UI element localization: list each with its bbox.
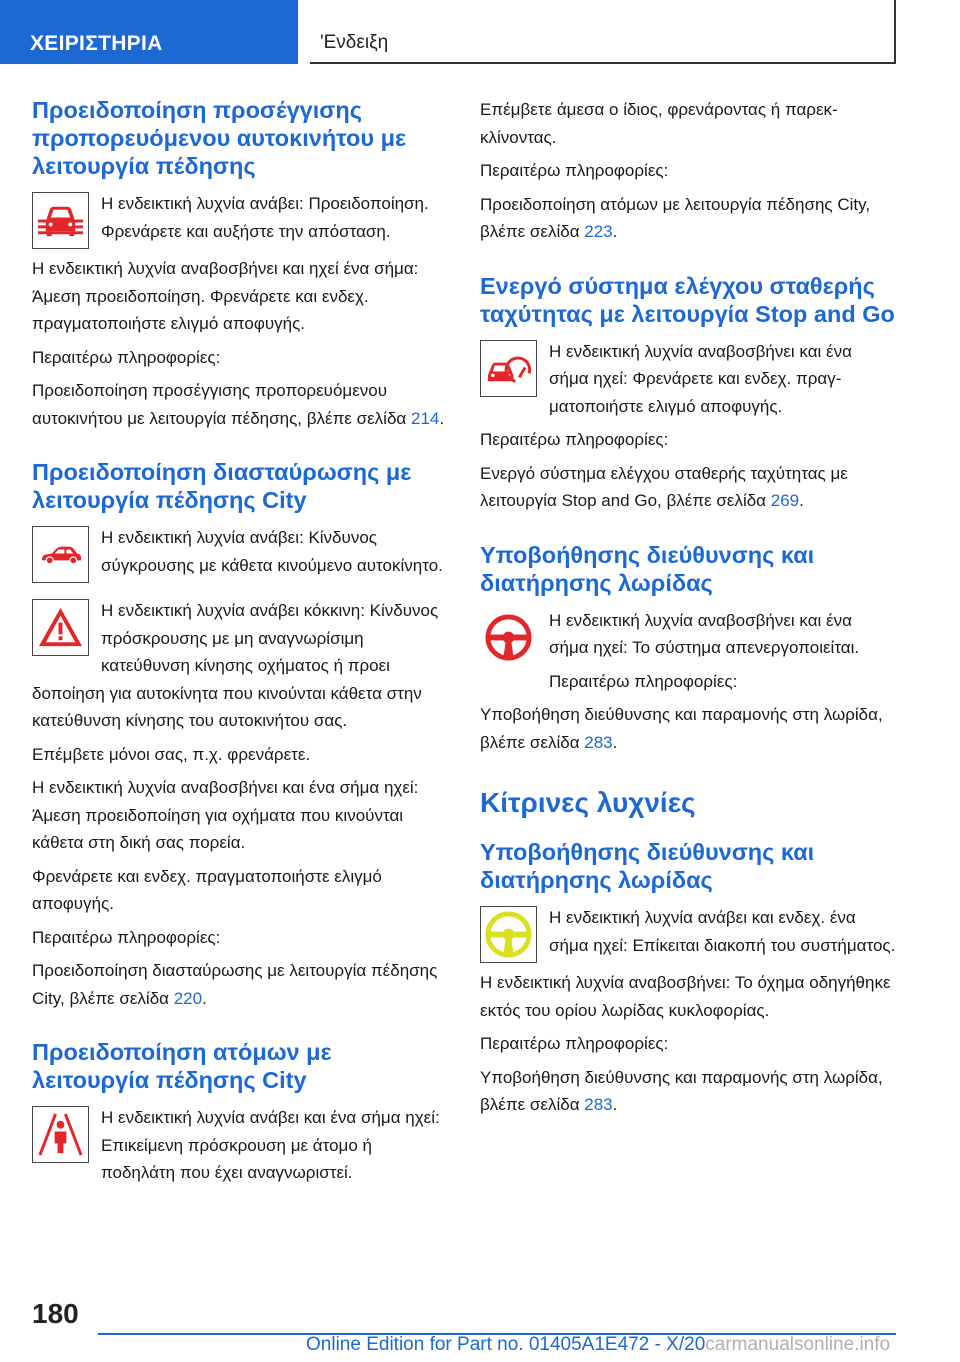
paragraph [480,460,896,515]
left-column [32,96,448,1193]
car-side-warning-icon [32,526,89,583]
paragraph: Επέμβετε άμεσα ο ίδιος, φρενάροντας ή παρεκκλίνοντας. [480,100,838,147]
indicator-text: Η ενδεικτική λυχνία ανάβει και ενδεχ. ένα σήμα ηχεί: Επίκειται διακοπή του συστήματος. [549,908,896,955]
indicator-row [32,597,448,680]
indicator-text: Η ενδεικτική λυχνία αναβοσβήνει και ένα σήμα ηχεί: Το σύστημα απενεργοποιείται. [549,610,860,657]
indicator-text: Η ενδεικτική λυχνία ανάβει: Προειδοποίηση. Φρενάρετε και αυξήστε την απόσταση. [101,194,429,241]
paragraph-text: Προειδοποίηση ατόμων με λειτουργία πέδησης City, βλέπε σελίδα [480,194,871,241]
indicator-text: Η ενδεικτική λυχνία ανάβει κόκκινη: Κίνδυνος πρόσκρουσης με μη αναγνωρίσιμη κατεύθυνση κίνησης οχήματος ή προει [101,601,439,675]
indicator-row [480,338,896,421]
section-active-cruise-control [480,272,896,515]
indicator-row [480,904,896,963]
paragraph: δοποίηση για αυτοκίνητα που κινούνται κάθετα στην κατεύθυνση κίνησης του αυτοκινήτου σας. [32,683,422,730]
section-tab [0,0,298,64]
indicator-row [480,607,896,696]
paragraph-text: Προειδοποίηση προσέγγισης προπορευόμενου αυτοκινήτου με λειτουργία πέδησης, βλέπε σελίδα [32,381,411,428]
section-title: ΧΕΙΡΙΣΤΗΡΙΑ [30,32,163,55]
section-heading: Υποβοήθησης διεύθυνσης και διατήρησης λωρίδας [480,541,815,596]
paragraph: Περαιτέρω πληροφορίες: [480,161,669,180]
paragraph-text: Ενεργό σύστημα ελέγχου σταθερής ταχύτητας με λειτουργία Stop and Go, βλέπε σελίδα [480,463,848,510]
paragraph-end: . [612,1095,618,1114]
indicator-text: Η ενδεικτική λυχνία αναβοσβήνει και ένα σήμα ηχεί: Φρενάρετε και ενδεχ. πραγματοποιήστε ελιγμό αποφυγής. [549,341,852,416]
paragraph [480,1064,896,1119]
section-yellow-lights [480,786,896,1119]
paragraph [32,377,448,432]
section-heading: Προειδοποίηση ατόμων με λειτουργία πέδησης City [32,1039,332,1093]
page-link[interactable]: 223 [584,222,613,241]
indicator-text: Η ενδεικτική λυχνία ανάβει και ένα σήμα ηχεί: Επικείμενη πρόσκρουση με άτομο ή ποδηλάτη που έχει αναγνωριστεί. [101,1108,440,1182]
steering-wheel-red-icon [480,609,537,666]
subsection-tab [310,0,896,64]
footer-edition [306,1334,896,1362]
indicator-row [32,1104,448,1187]
paragraph: Περαιτέρω πληροφορίες: [480,430,669,449]
section-heading: Ενεργό σύστημα ελέγχου σταθερής ταχύτητας με λειτουργία Stop and Go [480,272,895,327]
paragraph-end: . [612,222,618,241]
paragraph: Επέμβετε μόνοι σας, π.χ. φρενάρετε. [32,744,311,764]
pedestrian-warning-icon [32,1106,89,1163]
watermark: carmanualsonline.info [705,1334,891,1355]
section-approach-warning [32,96,448,432]
paragraph: Η ενδεικτική λυχνία αναβοσβήνει και ένα σήμα ηχεί: Άμεση προειδοποίηση για οχήματα που κινούνται κάθετα στη δική σας πορεία. [32,778,419,852]
section-heading-main: Κίτρινες λυχνίες [480,787,696,818]
paragraph: Περαιτέρω πληροφορίες: [32,347,221,367]
section-pedestrian-warning [32,1038,448,1187]
indicator-row [32,190,448,249]
right-column [480,96,896,1125]
paragraph-end: . [439,408,445,428]
paragraph: Η ενδεικτική λυχνία αναβοσβήνει και ηχεί ένα σήμα: Άμεση προειδοποίηση. Φρενάρετε και ενδεχ. πραγματοποιήστε ελιγμό αποφυγής. [32,259,419,333]
page-link[interactable]: 283 [584,1095,613,1114]
edition-text: Online Edition for Part no. 01405A1E472 - X/20 [306,1334,706,1355]
section-heading: Προειδοποίηση προσέγγισης προπορευόμενου αυτοκινήτου με λειτουργία πέδησης [32,97,407,179]
paragraph-end: . [612,732,618,752]
paragraph: Η ενδεικτική λυχνία αναβοσβήνει: Το όχημα οδηγήθηκε εκτός του ορίου λωρίδας κυκλοφορίας. [480,973,891,1020]
paragraph-end: . [202,988,207,1008]
subsection-title: 'Ενδειξη [320,32,389,53]
paragraph-text: Υποβοήθηση διεύθυνσης και παραμονής στη λωρίδα, βλέπε σελίδα [480,1067,883,1114]
section-heading: Προειδοποίηση διασταύρωσης με λειτουργία πέδησης City [32,459,412,513]
paragraph: Περαιτέρω πληροφορίες: [480,1034,669,1053]
cruise-control-warning-icon [480,340,537,397]
page-number: 180 [32,1298,79,1329]
paragraph-text: Υποβοήθηση διεύθυνσης και παραμονής στη λωρίδα, βλέπε σελίδα [480,705,883,752]
indicator-text: Η ενδεικτική λυχνία ανάβει: Κίνδυνος σύγκρουσης με κάθετα κινούμενο αυτοκίνητο. [101,528,443,575]
paragraph-end: . [799,491,804,510]
page-link[interactable]: 269 [770,491,800,510]
paragraph-text: Προειδοποίηση διασταύρωσης με λειτουργία πέδησης City, βλέπε σελίδα [32,961,438,1008]
warning-triangle-icon [32,599,89,656]
paragraph: Φρενάρετε και ενδεχ. πραγματοποιήστε ελιγμό αποφυγής. [32,866,382,913]
indicator-row [32,524,448,583]
section-cross-traffic [32,458,448,1012]
section-lane-keeping-red [480,541,896,757]
indicator-text: Περαιτέρω πληροφορίες: [549,671,738,691]
section-heading: Υποβοήθησης διεύθυνσης και διατήρησης λωρίδας [480,839,815,893]
page-link[interactable]: 214 [410,408,440,428]
paragraph [32,957,448,1012]
paragraph [480,191,896,246]
page-link[interactable]: 220 [173,988,203,1008]
paragraph: Περαιτέρω πληροφορίες: [32,927,221,947]
paragraph [480,701,896,756]
page-link[interactable]: 283 [584,732,613,752]
steering-wheel-yellow-icon [480,906,537,963]
car-front-warning-icon [32,192,89,249]
